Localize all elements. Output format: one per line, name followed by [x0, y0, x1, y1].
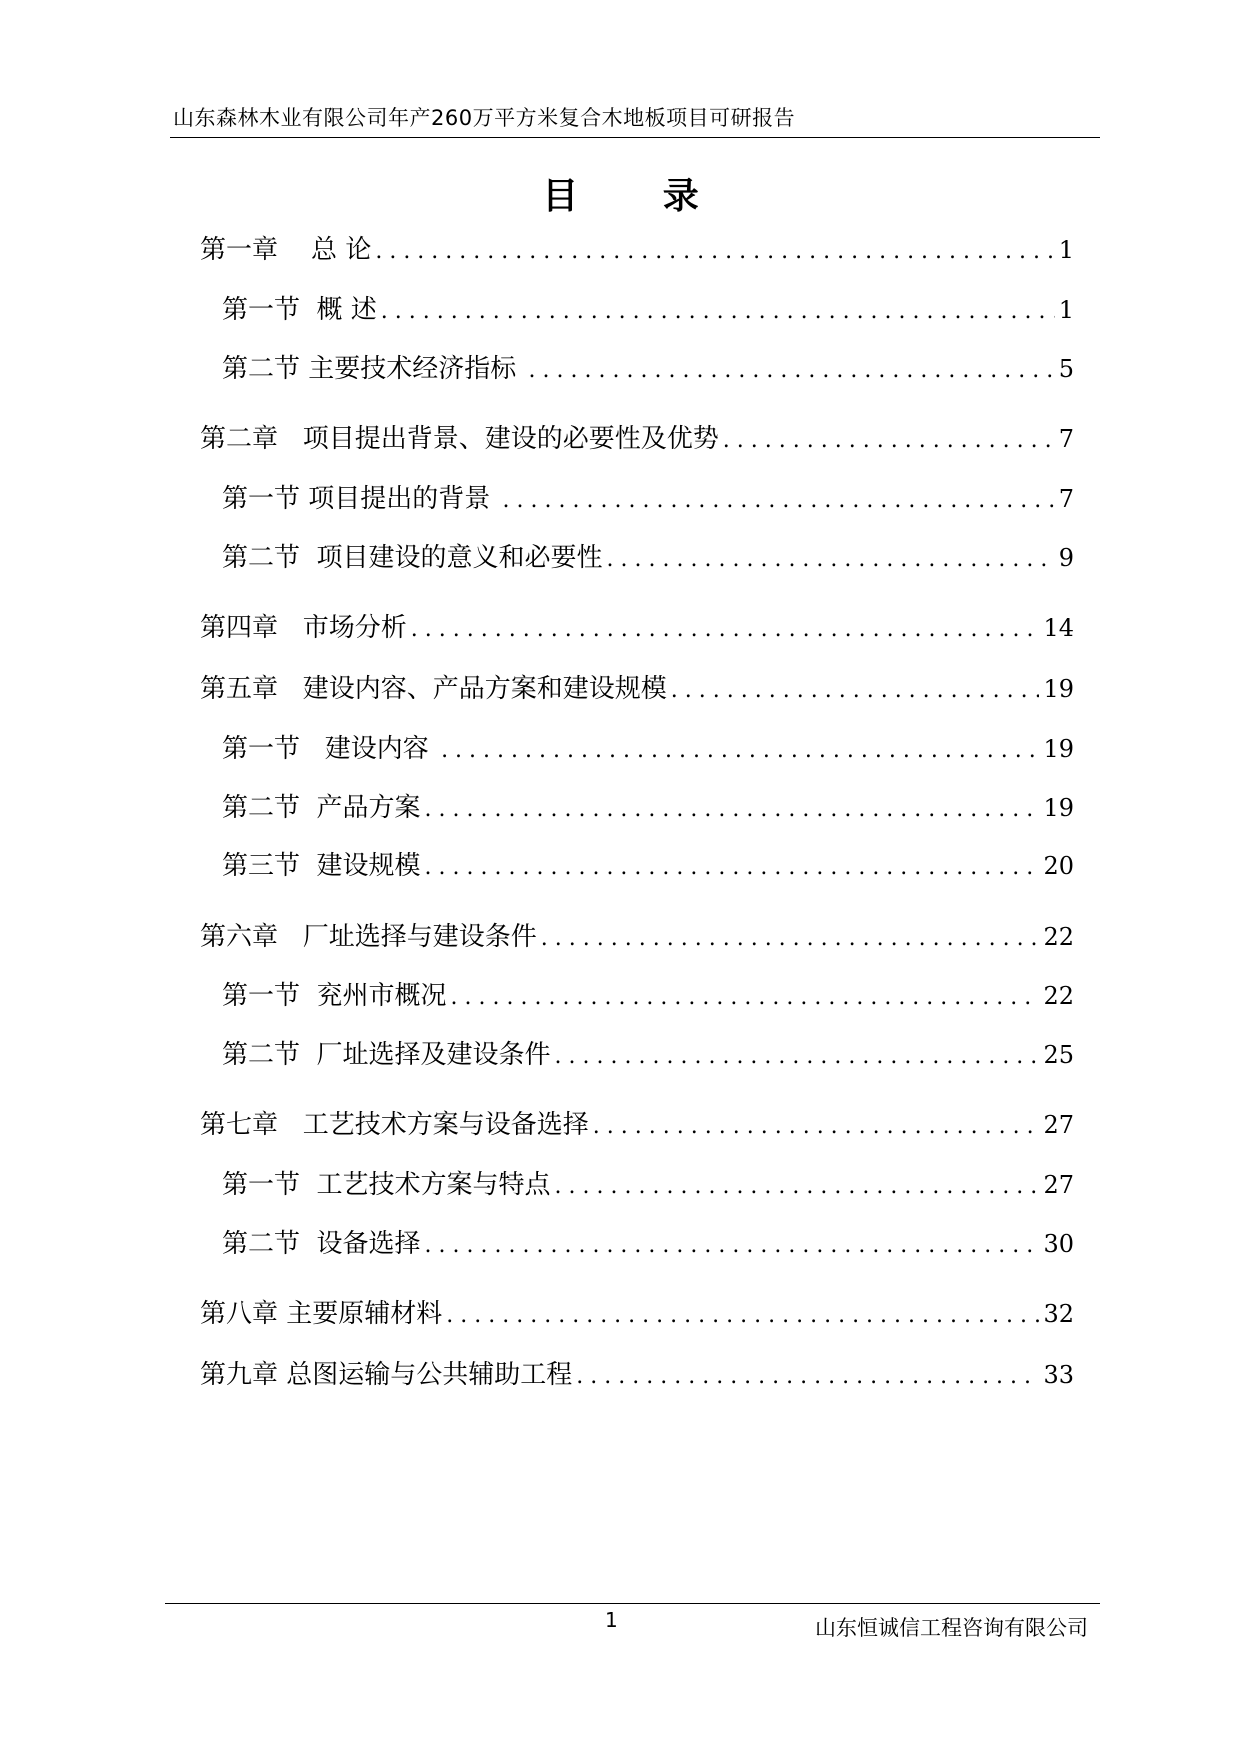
toc-entry-label: 第一节 工艺技术方案与特点 — [222, 1170, 551, 1200]
toc-entry-page: 22 — [1043, 982, 1074, 1010]
dot-leader — [375, 234, 1054, 270]
toc-entry-label: 第一节 概 述 — [222, 295, 377, 325]
toc-entry-chapter[interactable] — [200, 421, 1074, 459]
toc-entry-page: 19 — [1043, 794, 1074, 822]
page-header-title: 山东森林木业有限公司年产260万平方米复合木地板项目可研报告 — [173, 106, 796, 130]
dot-leader — [425, 850, 1040, 886]
dot-leader — [411, 612, 1040, 648]
toc-entry-label: 第一节 兖州市概况 — [222, 981, 447, 1011]
toc-entry-label: 第二节 产品方案 — [222, 793, 421, 823]
toc-entry-section[interactable] — [222, 1037, 1074, 1075]
toc-entry-chapter[interactable] — [200, 919, 1074, 957]
toc-entry-label: 第一节 建设内容 — [222, 734, 438, 764]
toc-entry-label: 第七章 工艺技术方案与设备选择 — [200, 1110, 589, 1140]
toc-entry-label: 第八章 主要原辅材料 — [200, 1299, 443, 1329]
toc-entry-page: 27 — [1043, 1111, 1074, 1139]
dot-leader — [425, 1228, 1040, 1264]
dot-leader — [425, 792, 1040, 828]
dot-leader — [593, 1109, 1040, 1145]
dot-leader — [541, 921, 1040, 957]
dot-leader — [723, 423, 1055, 459]
toc-entry-section[interactable] — [222, 848, 1074, 886]
toc-entry-label: 第二节 主要技术经济指标 — [222, 354, 525, 384]
toc-entry-chapter[interactable] — [200, 610, 1074, 648]
toc-entry-section[interactable] — [222, 292, 1074, 330]
footer-company-name: 山东恒诚信工程咨询有限公司 — [815, 1616, 1088, 1640]
toc-entry-page: 33 — [1043, 1361, 1074, 1389]
toc-entry-chapter[interactable] — [200, 232, 1074, 270]
toc-entry-section[interactable] — [222, 1167, 1074, 1205]
toc-entry-page: 32 — [1043, 1300, 1074, 1328]
toc-entry-label: 第九章 总图运输与公共辅助工程 — [200, 1360, 573, 1390]
dot-leader — [381, 294, 1055, 330]
toc-entry-label: 第二节 项目建设的意义和必要性 — [222, 543, 603, 573]
dot-leader — [529, 353, 1055, 389]
toc-entry-label: 第四章 市场分析 — [200, 613, 407, 643]
toc-entry-page: 7 — [1058, 425, 1074, 453]
toc-entry-chapter[interactable] — [200, 1296, 1074, 1334]
toc-entry-label: 第二节 设备选择 — [222, 1229, 421, 1259]
dot-leader — [441, 733, 1039, 769]
toc-entry-page: 20 — [1043, 852, 1074, 880]
toc-entry-page: 1 — [1058, 236, 1074, 264]
toc-entry-page: 9 — [1058, 544, 1074, 572]
toc-entry-page: 30 — [1043, 1230, 1074, 1258]
toc-entry-section[interactable] — [222, 540, 1074, 578]
toc-entry-label: 第二节 厂址选择及建设条件 — [222, 1040, 551, 1070]
toc-entry-label: 第三节 建设规模 — [222, 851, 421, 881]
toc-entry-page: 1 — [1058, 296, 1074, 324]
toc-entry-section[interactable] — [222, 481, 1074, 519]
toc-title: 目 录 — [542, 175, 735, 217]
dot-leader — [446, 1298, 1039, 1334]
toc-entry-section[interactable] — [222, 978, 1074, 1016]
toc-entry-page: 7 — [1058, 485, 1074, 513]
toc-entry-label: 第一章 总 论 — [200, 235, 372, 265]
toc-entry-page: 19 — [1043, 735, 1074, 763]
toc-entry-chapter[interactable] — [200, 671, 1074, 709]
toc-entry-page: 25 — [1043, 1041, 1074, 1069]
toc-entry-page: 5 — [1058, 355, 1074, 383]
toc-entry-label: 第二章 项目提出背景、建设的必要性及优势 — [200, 424, 719, 454]
toc-entry-page: 27 — [1043, 1171, 1074, 1199]
toc-entry-section[interactable] — [222, 351, 1074, 389]
dot-leader — [607, 542, 1055, 578]
toc-entry-section[interactable] — [222, 731, 1074, 769]
dot-leader — [451, 980, 1040, 1016]
toc-entry-label: 第六章 厂址选择与建设条件 — [200, 922, 537, 952]
toc-entry-chapter[interactable] — [200, 1107, 1074, 1145]
toc-entry-page: 22 — [1043, 923, 1074, 951]
page-number: 1 — [605, 1608, 618, 1632]
toc-entry-page: 19 — [1043, 675, 1074, 703]
dot-leader — [576, 1359, 1039, 1395]
toc-entry-chapter[interactable] — [200, 1357, 1074, 1395]
dot-leader — [671, 673, 1040, 709]
toc-entry-label: 第五章 建设内容、产品方案和建设规模 — [200, 674, 667, 704]
toc-entry-section[interactable] — [222, 790, 1074, 828]
dot-leader — [503, 483, 1055, 519]
footer-divider — [165, 1603, 1100, 1604]
toc-entry-section[interactable] — [222, 1226, 1074, 1264]
dot-leader — [555, 1039, 1040, 1075]
dot-leader — [555, 1169, 1040, 1205]
toc-entry-page: 14 — [1043, 614, 1074, 642]
toc-entry-label: 第一节 项目提出的背景 — [222, 484, 499, 514]
